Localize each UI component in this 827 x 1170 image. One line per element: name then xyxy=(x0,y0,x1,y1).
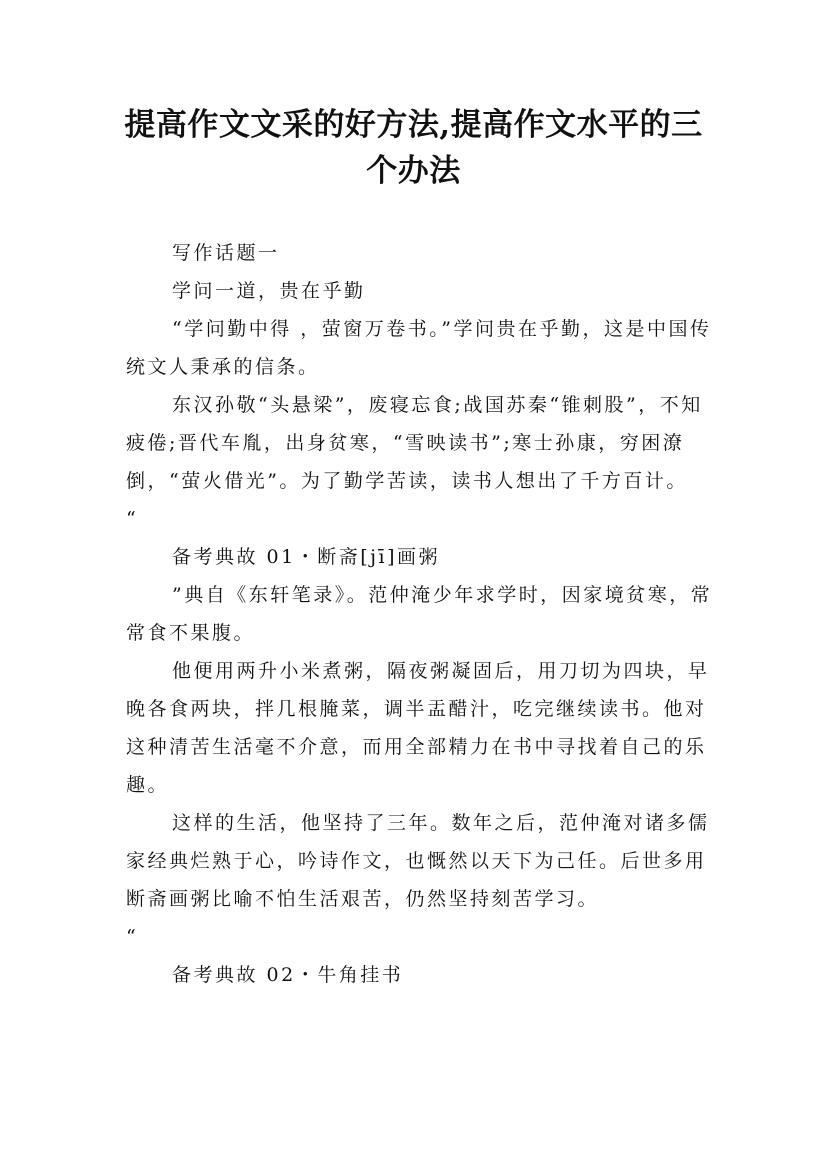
paragraph-story-01-conclusion: 这样的生活，他坚持了三年。数年之后，范仲淹对诸多儒家经典烂熟于心，吟诗作文，也慨然以天下为己任。后世多用断斋画粥比喻不怕生活艰苦，仍然坚持刻苦学习。 xyxy=(126,812,710,910)
document-title: 提高作文文采的好方法,提高作文水平的三个办法 xyxy=(124,107,703,189)
paragraph-story-01-source: ”典自《东轩笔录》。范仲淹少年求学时，因家境贫寒，常常食不果腹。 xyxy=(126,584,713,644)
paragraph-intro: “学问勤中得 ，萤窗万卷书。”学问贵在乎勤，这是中国传统文人秉承的信条。 xyxy=(126,318,712,378)
quote-mark-open-2: “ xyxy=(126,926,139,948)
quote-mark-open: “ xyxy=(126,508,139,530)
paragraph-story-01-detail: 他便用两升小米煮粥，隔夜粥凝固后，用刀切为四块，早晚各食两块，拌几根腌菜，调半盂醋汁，吃完继续读书。他对这种清苦生活毫不介意，而用全部精力在书中寻找着自己的乐趣。 xyxy=(126,660,710,796)
paragraph-topic-heading: 写作话题一 xyxy=(172,242,280,264)
paragraph-subheading: 学问一道，贵在乎勤 xyxy=(172,280,366,302)
document-body xyxy=(126,234,716,994)
story-heading-01: 备考典故 01・断斋[jī]画粥 xyxy=(172,546,441,568)
paragraph-examples: 东汉孙敬“头悬梁”，废寝忘食;战国苏秦“锥刺股”，不知疲倦;晋代车胤，出身贫寒，“雪映读书”;寒士孙康，穷困潦倒，“萤火借光”。为了勤学苦读，读书人想出了千方百计。 xyxy=(126,394,703,492)
story-heading-02: 备考典故 02・牛角挂书 xyxy=(172,964,404,986)
